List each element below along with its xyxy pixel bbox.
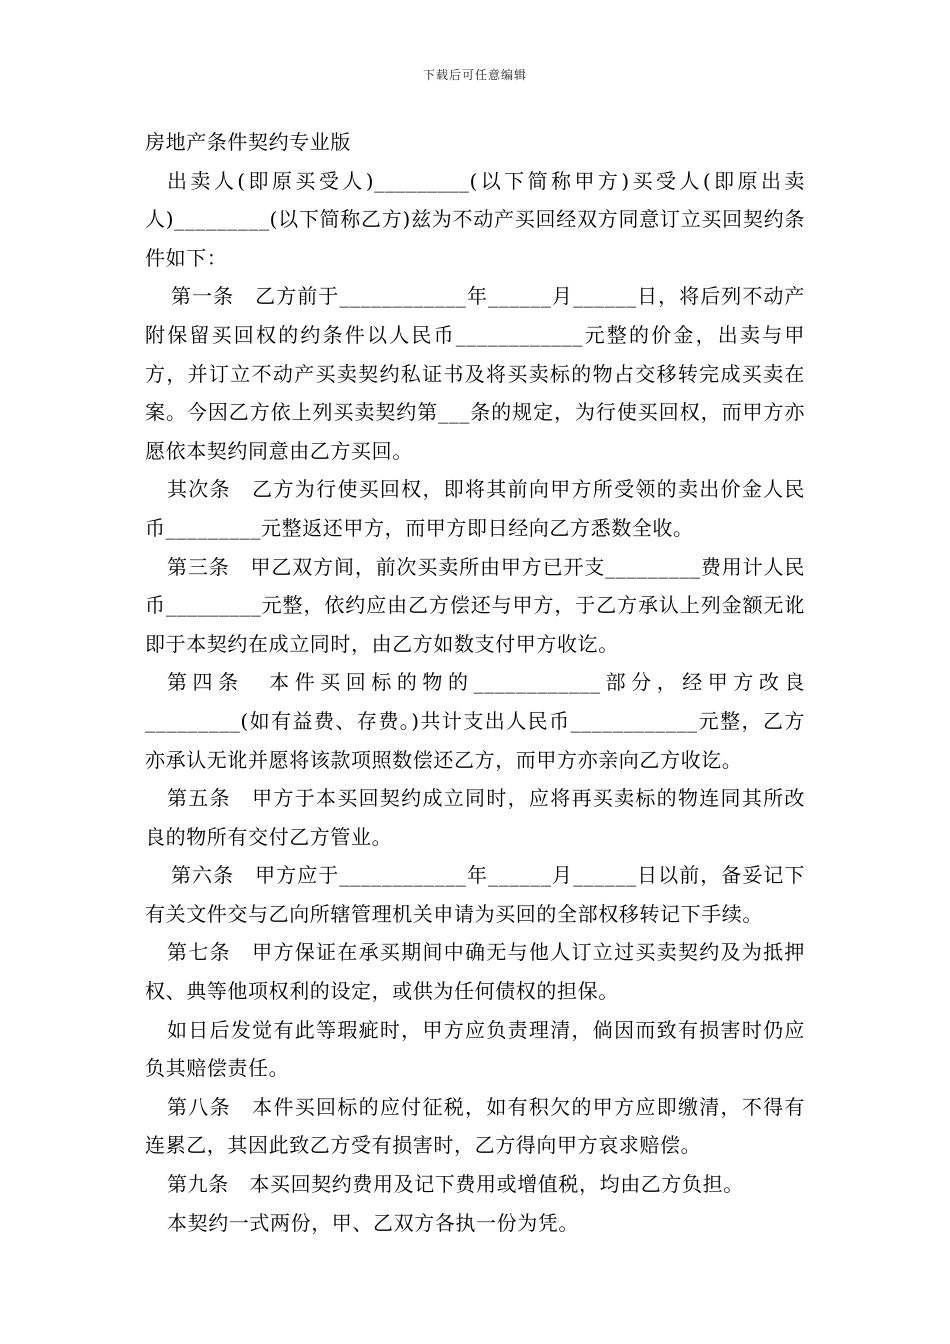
- paragraph-article-8: 第八条 本件买回标的应付征税，如有积欠的甲方应即缴清，不得有连累乙，其因此致乙方受有损害时，乙方得向甲方哀求赔偿。: [145, 1094, 805, 1158]
- paragraph-article-2: 其次条 乙方为行使买回权，即将其前向甲方所受领的卖出价金人民币_________元整返还甲方，而甲方即日经向乙方悉数全收。: [145, 477, 805, 540]
- paragraph-article-7-supplement: 如日后发觉有此等瑕疵时，甲方应负责理清，倘因而致有损害时仍应负其赔偿责任。: [145, 1017, 805, 1081]
- paragraph-closing: 本契约一式两份，甲、乙双方各执一份为凭。: [167, 1210, 579, 1235]
- paragraph-article-9: 第九条 本买回契约费用及记下费用或增值税，均由乙方负担。: [167, 1172, 744, 1197]
- document-title: 房地产条件契约专业版: [145, 130, 351, 154]
- paragraph-article-7: 第七条 甲方保证在承买期间中确无与他人订立过买卖契约及为抵押权、典等他项权利的设定，或供为任何债权的担保。: [145, 940, 805, 1004]
- document-body: [145, 123, 805, 1242]
- paragraph-article-6: 第六条 甲方应于____________年______月______日以前，备妥记下有关文件交与乙向所辖管理机关申请为买回的全部权移转记下手续。: [145, 863, 805, 926]
- paragraph-preamble: 出卖人(即原买受人)_________(以下简称甲方)买受人(即原出卖人)_________(以下简称乙方)兹为不动产买回经双方同意订立买回契约条件如下：: [145, 168, 805, 270]
- paragraph-article-5: 第五条 甲方于本买回契约成立同时，应将再买卖标的物连同其所改良的物所有交付乙方管业。: [145, 786, 805, 849]
- page-header: 下载后可任意编辑: [422, 68, 527, 82]
- paragraph-article-4: 第四条 本件买回标的物的____________部分，经甲方改良_________(如有益费、存费。)共计支出人民币____________元整，乙方亦承认无讹并愿将该款项照数偿还乙方，而甲方亦亲向乙方收讫。: [145, 670, 805, 772]
- paragraph-article-1: 第一条 乙方前于____________年______月______日，将后列不动产附保留买回权的约条件以人民币____________元整的价金，出卖与甲方，并订立不动产买卖契约私证书及将买卖标的物占交移转完成买卖在案。今因乙方依上列买卖契约第___条的规定，为行使买回权，而甲方亦愿依本契约同意由乙方买回。: [145, 284, 805, 463]
- paragraph-article-3: 第三条 甲乙双方间，前次买卖所由甲方已开支_________费用计人民币_________元整，依约应由乙方偿还与甲方，于乙方承认上列金额无讹即于本契约在成立同时，由乙方如数支付甲方收讫。: [145, 554, 805, 656]
